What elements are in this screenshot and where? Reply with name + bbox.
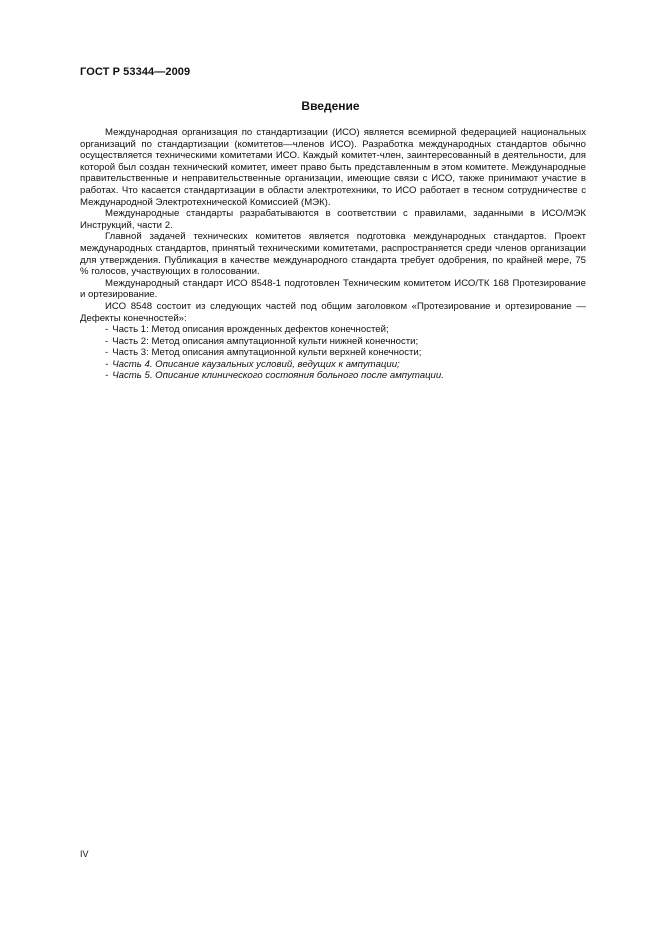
list-item-text: Часть 4. Описание каузальных условий, ведущих к ампутации; [112, 358, 400, 370]
list-item [80, 359, 586, 371]
list-item-text: Часть 2: Метод описания ампутационной культи нижней конечности; [112, 335, 419, 347]
document-code: ГОСТ Р 53344—2009 [80, 66, 191, 78]
paragraph-iso-8548-1: Международный стандарт ИСО 8548-1 подготовлен Техническим комитетом ИСО/ТК 168 Протезирование и ортезирование. [80, 277, 586, 301]
main-text [80, 127, 586, 382]
page-number: IV [80, 849, 89, 859]
list-item-text: Часть 5. Описание клинического состояния больного после ампутации. [112, 370, 444, 382]
list-item-text: Часть 3: Метод описания ампутационной культи верхней конечности; [112, 347, 422, 359]
list-item [80, 370, 586, 382]
paragraph-parts-intro: ИСО 8548 состоит из следующих частей под общим заголовком «Протезирование и ортезирование — Дефекты конечностей»: [80, 300, 586, 324]
paragraph-iso-overview: Международная организация по стандартизации (ИСО) является всемирной федерацией национальных организаций по стандартизации (комитетов—членов ИСО). Разработка международных стандартов обычно осуществляется техническими комитетами ИСО. Каждый комитет-член, заинтересованный в деятельности, для которой был создан технический комитет, имеет право быть представленным в этом комитете. Международные правительственные и неправительственные организации, имеющие связи с ИСО, также принимают участие в работах. Что касается стандартизации в области электротехники, то ИСО работает в тесном сотрудничестве с Международной Электротехнической Комиссией (МЭК). [80, 127, 586, 208]
list-item-text: Часть 1: Метод описания врожденных дефектов конечностей; [112, 324, 389, 336]
paragraph-rules: Международные стандарты разрабатываются в соответствии с правилами, заданными в ИСО/МЭК Инструкций, части 2. [80, 208, 586, 231]
list-dash: - [105, 324, 109, 336]
list-item [80, 347, 586, 359]
list-dash: - [105, 347, 109, 359]
list-item [80, 324, 586, 336]
list-item [80, 336, 586, 348]
list-dash: - [105, 335, 109, 347]
list-dash: - [105, 370, 109, 382]
parts-list [80, 324, 586, 382]
page-title: Введение [301, 99, 360, 113]
list-dash: - [105, 358, 109, 370]
paragraph-committees: Главной задачей технических комитетов является подготовка международных стандартов. Проект международных стандартов, принятый техническими комитетами, распространяется среди членов организации для утверждения. Публикация в качестве международного стандарта требует одобрения, по крайней мере, 75 % голосов, участвующих в голосовании. [80, 231, 586, 278]
